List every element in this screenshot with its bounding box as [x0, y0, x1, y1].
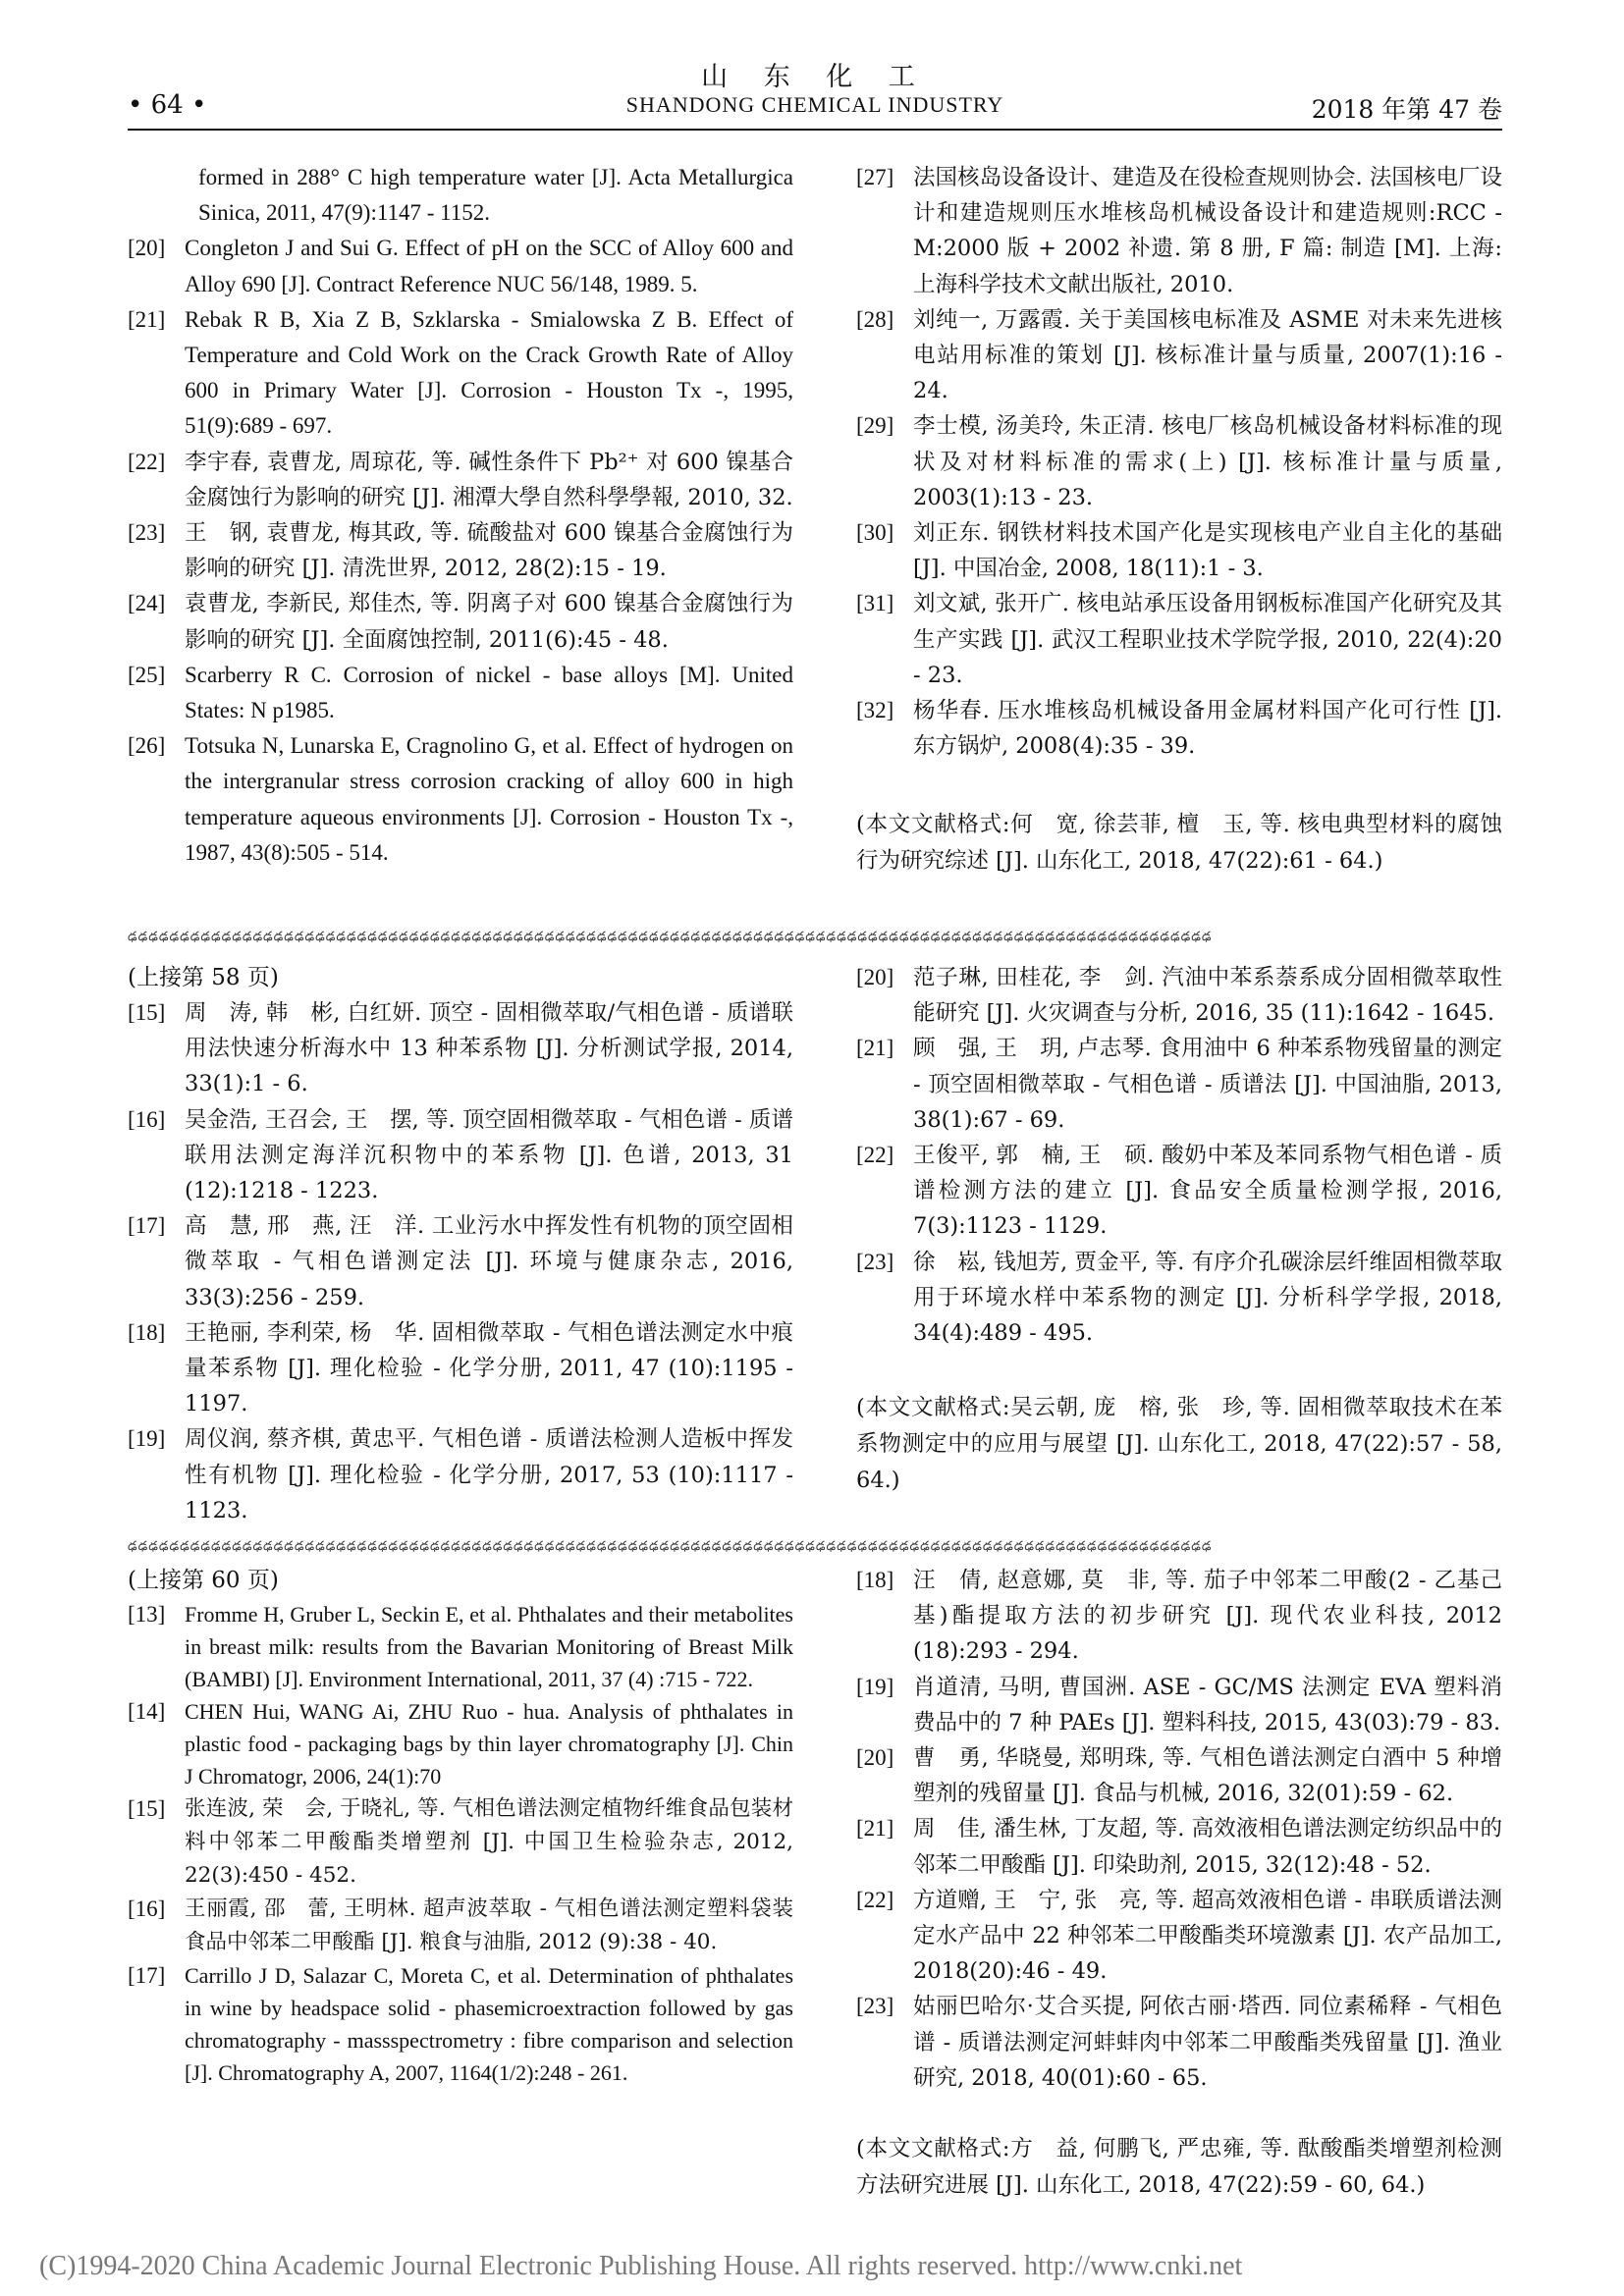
ref-item: [23] 王 钢, 袁曹龙, 梅其政, 等. 硫酸盐对 600 镍基合金腐蚀行为影响的研究 [J]. 清洗世界, 2012, 28(2):15 - 19. [128, 520, 793, 582]
ref-item: [17] 高 慧, 邢 燕, 汪 洋. 工业污水中挥发性有机物的顶空固相微萃取 - 气相色谱测定法 [J]. 环境与健康杂志, 2016, 33(3):256 - 259. [128, 1213, 793, 1310]
section2-right-column [856, 960, 1502, 1499]
ref-item: [20] Congleton J and Sui G. Effect of pH on the SCC of Alloy 600 and Alloy 690 [J]. Contract Reference NUC 56/148, 1989. 5. [128, 236, 793, 296]
ref-item: [25] Scarberry R C. Corrosion of nickel - base alloys [M]. United States: N p1985. [128, 662, 793, 723]
ref-item: [17] Carrillo J D, Salazar C, Moreta C, et al. Determination of phthalates in wine by headspace solid - phasemicroextraction followed by gas chromatography - massspectrometry : fibre comparison and selection [J]. Chromatography A, 2007, 1164(1/2):248 - 261. [128, 1963, 793, 2085]
ref-item: [30] 刘正东. 钢铁材料技术国产化是实现核电产业自主化的基础 [J]. 中国冶金, 2008, 18(11):1 - 3. [856, 520, 1502, 582]
ref-item: [18] 王艳丽, 李利荣, 杨 华. 固相微萃取 - 气相色谱法测定水中痕量苯系物 [J]. 理化检验 - 化学分册, 2011, 47 (10):1195 - 1197. [128, 1319, 793, 1417]
ref-item: [22] 王俊平, 郭 楠, 王 硕. 酸奶中苯及苯同系物气相色谱 - 质谱检测方法的建立 [J]. 食品安全质量检测学报, 2016, 7(3):1123 - 1129. [856, 1143, 1502, 1240]
citation-note: (本文文献格式:何 宽, 徐芸菲, 檀 玉, 等. 核电典型材料的腐蚀行为研究综述 [J]. 山东化工, 2018, 47(22):61 - 64.) [856, 812, 1502, 875]
ref-item: [22] 李宇春, 袁曹龙, 周琼花, 等. 碱性条件下 Pb²⁺ 对 600 镍基合金腐蚀行为影响的研究 [J]. 湘潭大學自然科學學報, 2010, 32. [128, 449, 793, 510]
ref-item: [14] CHEN Hui, WANG Ai, ZHU Ruo - hua. Analysis of phthalates in plastic food - packaging bags by thin layer chromatography [J]. Chin J Chromatogr, 2006, 24(1):70 [128, 1699, 793, 1789]
section3-left-column [128, 1563, 793, 2089]
ornament-divider: ఢఢఢఢఢఢఢఢఢఢఢఢఢఢఢఢఢఢఢఢఢఢఢఢఢఢఢఢఢఢఢఢఢఢఢఢఢఢఢఢఢఢఢఢఢఢఢఢఢఢఢఢఢఢఢఢఢఢఢఢఢఢఢఢఢఢఢఢఢఢఢఢఢఢఢఢఢఢఢఢఢఢఢఢఢఢఢఢఢఢఢఢఢఢఢఢఢఢఢఢఢఢఢఢ [128, 930, 1213, 944]
ref-item: [21] 周 佳, 潘生林, 丁友超, 等. 高效液相色谱法测定纺织品中的邻苯二甲酸酯 [J]. 印染助剂, 2015, 32(12):48 - 52. [856, 1816, 1502, 1878]
ref-item: [31] 刘文斌, 张开广. 核电站承压设备用钢板标准国产化研究及其生产实践 [J]. 武汉工程职业技术学院学报, 2010, 22(4):20 - 23. [856, 591, 1502, 688]
page-header [128, 51, 1502, 130]
header-rule [128, 129, 1502, 131]
page-number: • 64 • [128, 90, 207, 120]
ref-item: [24] 袁曹龙, 李新民, 郑佳杰, 等. 阴离子对 600 镍基合金腐蚀行为影响的研究 [J]. 全面腐蚀控制, 2011(6):45 - 48. [128, 591, 793, 653]
ref-item: [19] 肖道清, 马明, 曹国洲. ASE - GC/MS 法测定 EVA 塑料消费品中的 7 种 PAEs [J]. 塑料科技, 2015, 43(03):79 - 83. [856, 1674, 1502, 1735]
ref-item: [15] 张连波, 荣 会, 于晓礼, 等. 气相色谱法测定植物纤维食品包装材料中邻苯二甲酸酯类增塑剂 [J]. 中国卫生检验杂志, 2012, 22(3):450 - 452. [128, 1796, 793, 1888]
ref-item: [16] 王丽霞, 邵 蕾, 王明林. 超声波萃取 - 气相色谱法测定塑料袋装食品中邻苯二甲酸酯 [J]. 粮食与油脂, 2012 (9):38 - 40. [128, 1896, 793, 1954]
ref-item: [15] 周 涛, 韩 彬, 白红妍. 顶空 - 固相微萃取/气相色谱 - 质谱联用法快速分析海水中 13 种苯系物 [J]. 分析测试学报, 2014, 33(1):1 - 6. [128, 1000, 793, 1097]
section2-left-column [128, 960, 793, 1528]
journal-title-en: SHANDONG CHEMICAL INDUSTRY [625, 92, 1004, 117]
ref-item: [18] 汪 倩, 赵意娜, 莫 非, 等. 茄子中邻苯二甲酸(2 - 乙基己基)酯提取方法的初步研究 [J]. 现代农业科技, 2012 (18):293 - 294. [856, 1568, 1502, 1665]
ref-item: formed in 288° C high temperature water [J]. Acta Metallurgica Sinica, 2011, 47(9):1147 - 1152. [198, 165, 793, 226]
ref-item: [13] Fromme H, Gruber L, Seckin E, et al. Phthalates and their metabolites in breast milk: results from the Bavarian Monitoring of Breast Milk (BAMBI) [J]. Environment International, 2011, 37 (4) :715 - 722. [128, 1602, 793, 1691]
ref-item: [27] 法国核岛设备设计、建造及在役检查规则协会. 法国核电厂设计和建造规则压水堆核岛机械设备设计和建造规则:RCC - M:2000 版 + 2002 补遗. 第 8 册, F 篇: 制造 [M]. 上海:上海科学技术文献出版社, 2010. [856, 165, 1502, 297]
ref-item: [20] 范子琳, 田桂花, 李 剑. 汽油中苯系萘系成分固相微萃取性能研究 [J]. 火灾调查与分析, 2016, 35 (11):1642 - 1645. [856, 965, 1502, 1027]
continued-note: (上接第 58 页) [128, 965, 279, 990]
journal-title-cn: 山 东 化 工 [701, 62, 929, 92]
ref-item: [29] 李士模, 汤美玲, 朱正清. 核电厂核岛机械设备材料标准的现状及对材料标准的需求(上) [J]. 核标准计量与质量, 2003(1):13 - 23. [856, 413, 1502, 510]
section3-right-column [856, 1563, 1502, 2204]
ref-item: [28] 刘纯一, 万露霞. 关于美国核电标准及 ASME 对未来先进核电站用标准的策划 [J]. 核标准计量与质量, 2007(1):16 - 24. [856, 306, 1502, 404]
section1-right-column [856, 160, 1502, 880]
ref-item: [26] Totsuka N, Lunarska E, Cragnolino G, et al. Effect of hydrogen on the intergranular stress corrosion cracking of alloy 600 in high temperature aqueous environments [J]. Corrosion - Houston Tx -, 1987, 43(8):505 - 514. [128, 733, 793, 865]
ornament-divider: ఢఢఢఢఢఢఢఢఢఢఢఢఢఢఢఢఢఢఢఢఢఢఢఢఢఢఢఢఢఢఢఢఢఢఢఢఢఢఢఢఢఢఢఢఢఢఢఢఢఢఢఢఢఢఢఢఢఢఢఢఢఢఢఢఢఢఢఢఢఢఢఢఢఢఢఢఢఢఢఢఢఢఢఢఢఢఢఢఢఢఢఢఢఢఢఢఢఢఢఢఢఢఢఢ [128, 1539, 1213, 1554]
section1-left-column [128, 160, 793, 871]
citation-note: (本文文献格式:方 益, 何鹏飞, 严忠雍, 等. 酞酸酯类增塑剂检测方法研究进展 [J]. 山东化工, 2018, 47(22):59 - 60, 64.) [856, 2136, 1502, 2199]
ref-item: [23] 徐 崧, 钱旭芳, 贾金平, 等. 有序介孔碳涂层纤维固相微萃取用于环境水样中苯系物的测定 [J]. 分析科学学报, 2018, 34(4):489 - 495. [856, 1249, 1502, 1347]
ref-item: [22] 方道赠, 王 宁, 张 亮, 等. 超高效液相色谱 - 串联质谱法测定水产品中 22 种邻苯二甲酸酯类环境激素 [J]. 农产品加工, 2018(20):46 - 49. [856, 1887, 1502, 1985]
ref-item: [20] 曹 勇, 华晓曼, 郑明珠, 等. 气相色谱法测定白酒中 5 种增塑剂的残留量 [J]. 食品与机械, 2016, 32(01):59 - 62. [856, 1745, 1502, 1807]
ref-item: [32] 杨华春. 压水堆核岛机械设备用金属材料国产化可行性 [J]. 东方锅炉, 2008(4):35 - 39. [856, 698, 1502, 760]
volume-label: 2018 年第 47 卷 [1311, 95, 1502, 124]
copyright-footer: (C)1994-2020 China Academic Journal Electronic Publishing House. All rights reserved. http://www.cnki.net [39, 2251, 1243, 2281]
citation-note: (本文文献格式:吴云朝, 庞 榕, 张 珍, 等. 固相微萃取技术在苯系物测定中的应用与展望 [J]. 山东化工, 2018, 47(22):57 - 58, 64.) [856, 1395, 1502, 1494]
ref-item: [21] Rebak R B, Xia Z B, Szklarska - Smialowska Z B. Effect of Temperature and Cold Work on the Crack Growth Rate of Alloy 600 in Primary Water [J]. Corrosion - Houston Tx -, 1995, 51(9):689 - 697. [128, 306, 793, 439]
ref-item: [23] 姑丽巴哈尔·艾合买提, 阿依古丽·塔西. 同位素稀释 - 气相色谱 - 质谱法测定河蚌蚌肉中邻苯二甲酸酯类残留量 [J]. 渔业研究, 2018, 40(01):60 - 65. [856, 1994, 1502, 2091]
ref-item: [16] 吴金浩, 王召会, 王 摆, 等. 顶空固相微萃取 - 气相色谱 - 质谱联用法测定海洋沉积物中的苯系物 [J]. 色谱, 2013, 31 (12):1218 - 1223. [128, 1106, 793, 1204]
continued-note: (上接第 60 页) [128, 1568, 279, 1593]
ref-item: [19] 周仪润, 蔡齐棋, 黄忠平. 气相色谱 - 质谱法检测人造板中挥发性有机物 [J]. 理化检验 - 化学分册, 2017, 53 (10):1117 - 1123. [128, 1426, 793, 1523]
ref-item: [21] 顾 强, 王 玥, 卢志琴. 食用油中 6 种苯系物残留量的测定 - 顶空固相微萃取 - 气相色谱 - 质谱法 [J]. 中国油脂, 2013, 38(1):67 - 69. [856, 1036, 1502, 1133]
